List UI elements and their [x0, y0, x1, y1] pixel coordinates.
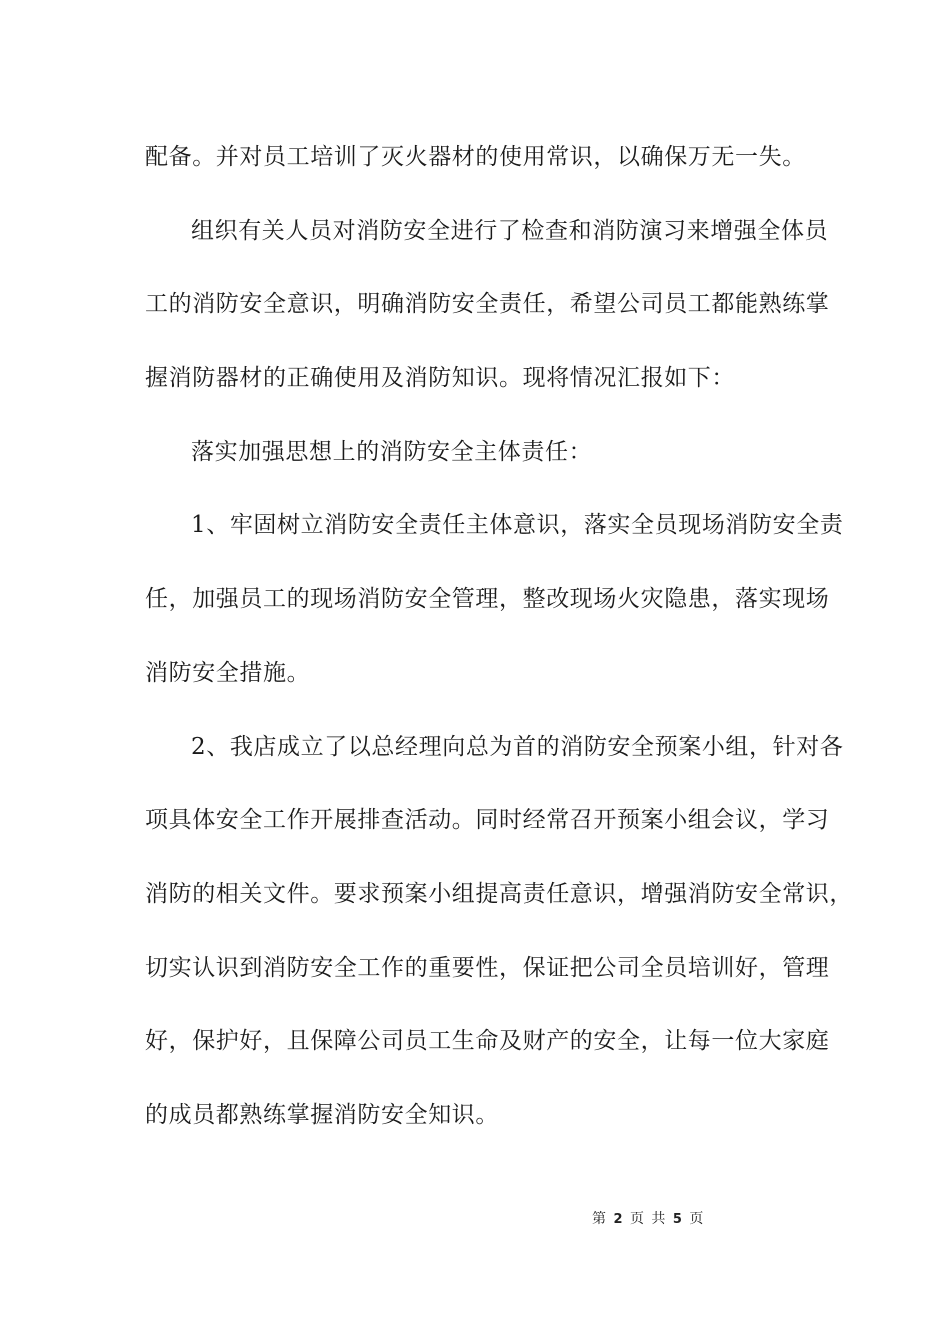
text-line: 配备。并对员工培训了灭火器材的使用常识，以确保万无一失。	[145, 144, 806, 170]
text-line: 任，加强员工的现场消防安全管理，整改现场火灾隐患，落实现场	[145, 586, 830, 613]
text-line: 组织有关人员对消防安全进行了检查和消防演习来增强全体员	[191, 217, 829, 244]
text-line: 项具体安全工作开展排查活动。同时经常召开预案小组会议，学习	[145, 807, 830, 834]
page-number-prefix: 第	[592, 1211, 608, 1227]
text-line: 2、我店成立了以总经理向总为首的消防安全预案小组，针对各	[191, 733, 844, 760]
document-body	[145, 132, 853, 1164]
text-line: 好，保护好，且保障公司员工生命及财产的安全，让每一位大家庭	[145, 1028, 830, 1055]
total-page-count: 5	[672, 1212, 684, 1227]
page-number-indicator	[592, 1208, 705, 1228]
text-line: 1、牢固树立消防安全责任主体意识，落实全员现场消防安全责	[191, 512, 844, 539]
text-line: 的成员都熟练掌握消防安全知识。	[145, 1101, 499, 1128]
text-line: 消防安全措施。	[145, 659, 311, 686]
text-line: 消防的相关文件。要求预案小组提高责任意识，增强消防安全常识，	[145, 880, 853, 907]
page-number-middle: 页 共	[629, 1211, 667, 1227]
text-line: 落实加强思想上的消防安全主体责任：	[191, 438, 593, 465]
text-line: 切实认识到消防安全工作的重要性，保证把公司全员培训好，管理	[145, 954, 830, 981]
text-line: 握消防器材的正确使用及消防知识。现将情况汇报如下：	[145, 365, 735, 392]
page-number-suffix: 页	[689, 1211, 705, 1227]
current-page-number: 2	[613, 1212, 624, 1227]
text-line: 工的消防安全意识，明确消防安全责任，希望公司员工都能熟练掌	[145, 291, 830, 318]
